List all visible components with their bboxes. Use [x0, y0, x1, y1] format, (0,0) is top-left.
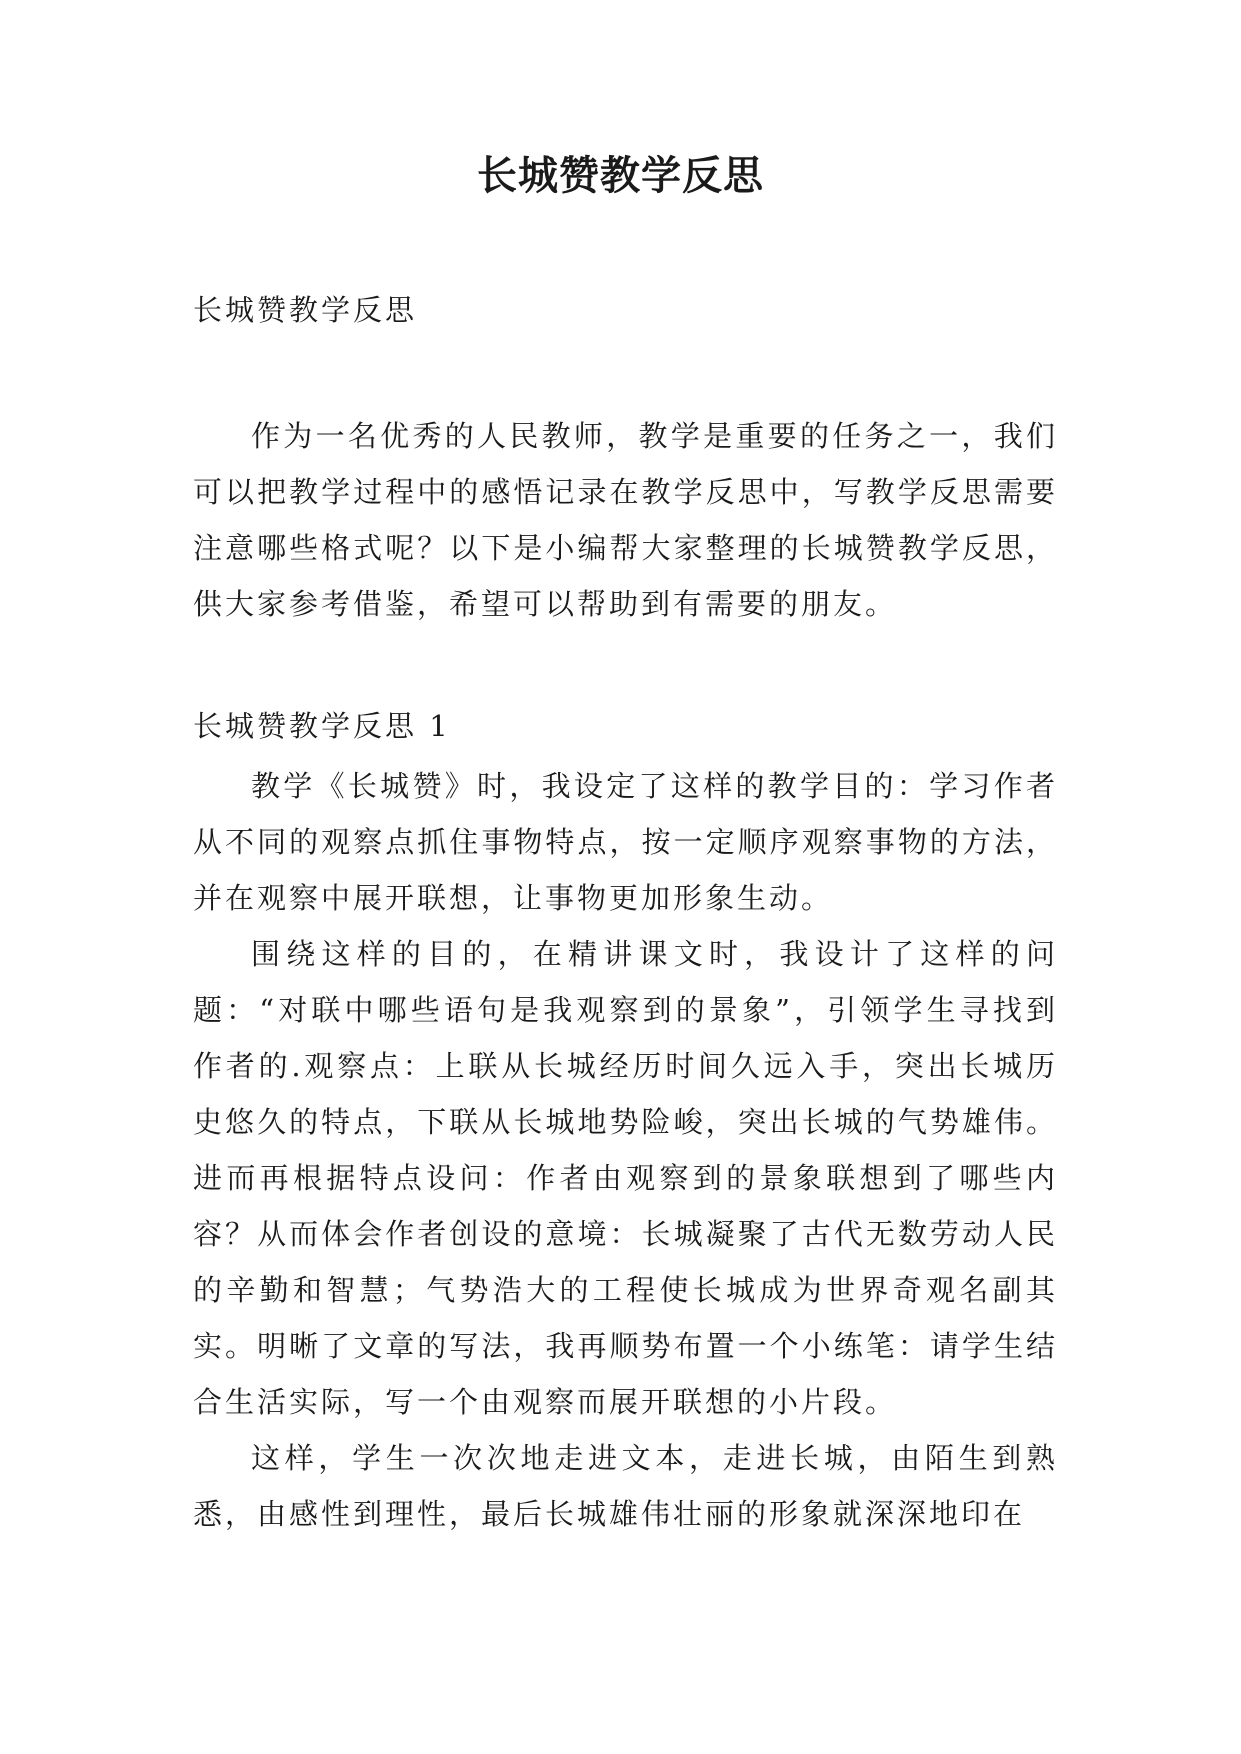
body-paragraph: 围绕这样的目的，在精讲课文时，我设计了这样的问题：“对联中哪些语句是我观察到的景象”，引领学生寻找到作者的.观察点：上联从长城经历时间久远入手，突出长城历史悠久的特点，下联从长城地势险峻，突出长城的气势雄伟。进而再根据特点设问：作者由观察到的景象联想到了哪些内容？从而体会作者创设的意境：长城凝聚了古代无数劳动人民的辛勤和智慧；气势浩大的工程使长城成为世界奇观名副其实。明晰了文章的写法，我再顺势布置一个小练笔：请学生结合生活实际，写一个由观察而展开联想的小片段。	[193, 937, 1058, 1419]
intro-block	[193, 408, 1058, 632]
document-subtitle: 长城赞教学反思	[193, 293, 418, 327]
intro-paragraph: 作为一名优秀的人民教师，教学是重要的任务之一，我们可以把教学过程中的感悟记录在教学反思中，写教学反思需要注意哪些格式呢？以下是小编帮大家整理的长城赞教学反思，供大家参考借鉴，希望可以帮助到有需要的朋友。	[193, 419, 1058, 621]
page-title: 长城赞教学反思	[477, 152, 764, 199]
body-paragraph: 这样，学生一次次地走进文本，走进长城，由陌生到熟悉，由感性到理性，最后长城雄伟壮丽的形象就深深地印在	[193, 1441, 1058, 1531]
section-heading: 长城赞教学反思 1	[193, 709, 451, 743]
body-paragraph: 教学《长城赞》时，我设定了这样的教学目的：学习作者从不同的观察点抓住事物特点，按一定顺序观察事物的方法，并在观察中展开联想，让事物更加形象生动。	[193, 769, 1058, 915]
section-body	[193, 758, 1058, 1542]
